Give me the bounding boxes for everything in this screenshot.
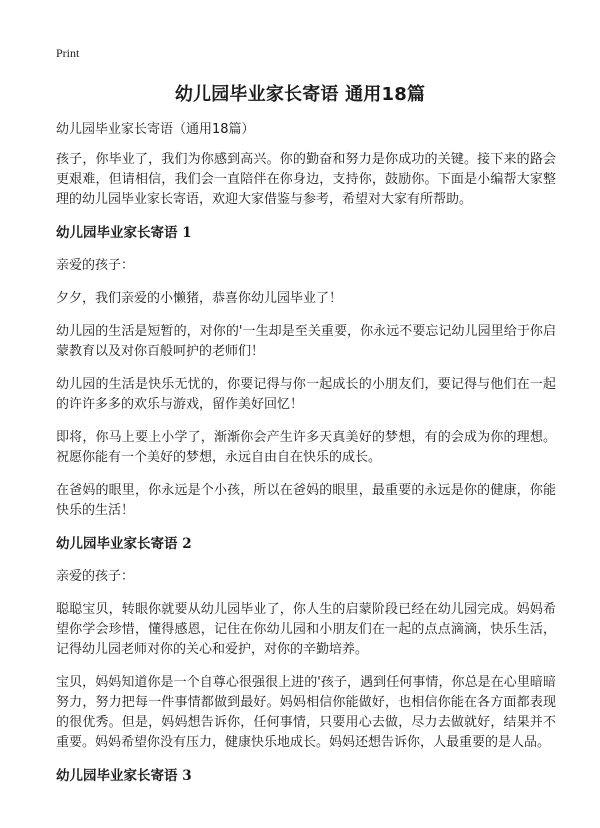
paragraph: 幼儿园的生活是快乐无忧的，你要记得与你一起成长的小朋友们，要记得与他们在一起的许许多多的欢乐与游戏，留作美好回忆！: [56, 377, 556, 412]
section-heading: 幼儿园毕业家长寄语 3: [56, 768, 192, 784]
paragraph: 幼儿园的生活是短暂的，对你的'一生却是至关重要，你永远不要忘记幼儿园里给于你启蒙教育以及对你百般呵护的老师们！: [56, 324, 556, 359]
paragraph: 即将，你马上要上小学了，渐渐你会产生许多天真美好的梦想，有的会成为你的理想。祝愿你能有一个美好的梦想，永远自由自在快乐的成长。: [56, 430, 556, 465]
paragraph: 亲爱的孩子：: [56, 569, 135, 584]
paragraph: 亲爱的孩子：: [56, 258, 135, 273]
section-3: [56, 766, 556, 786]
section-heading: 幼儿园毕业家长寄语 1: [56, 225, 192, 241]
section-heading: 幼儿园毕业家长寄语 2: [56, 536, 192, 552]
print-link[interactable]: Print: [56, 46, 80, 60]
section-1: [56, 223, 556, 521]
intro-paragraph: 孩子，你毕业了，我们为你感到高兴。你的勤奋和努力是你成功的关键。接下来的路会更艰难，但请相信，我们会一直陪伴在你身边，支持你，鼓励你。下面是小编帮大家整理的幼儿园毕业家长寄语，欢迎大家借鉴与参考，希望对大家有所帮助。: [56, 152, 556, 207]
paragraph: 宝贝，妈妈知道你是一个自尊心很强很上进的'孩子，遇到任何事情，你总是在心里暗暗努力，努力把每一件事情都做到最好。妈妈相信你能做好，也相信你能在各方面都表现的很优秀。但是，妈妈想告诉你，任何事情，只要用心去做，尽力去做就好，结果并不重要。妈妈希望你没有压力，健康快乐地成长。妈妈还想告诉你，人最重要的是人品。: [56, 675, 556, 750]
page-title: 幼儿园毕业家长寄语 通用18篇: [174, 84, 426, 105]
section-2: [56, 534, 556, 753]
document-subtitle: 幼儿园毕业家长寄语（通用18篇）: [56, 122, 255, 137]
document-body: [56, 120, 556, 799]
paragraph: 在爸妈的眼里，你永远是个小孩，所以在爸妈的眼里，最重要的永远是你的健康，你能快乐的生活！: [56, 483, 556, 518]
paragraph: 聪聪宝贝，转眼你就要从幼儿园毕业了，你人生的启蒙阶段已经在幼儿园完成。妈妈希望你学会珍惜，懂得感恩，记住在你幼儿园和小朋友们在一起的点点滴滴，快乐生活，记得幼儿园老师对你的关心和爱护，对你的辛勤培养。: [56, 602, 556, 657]
paragraph: 夕夕，我们亲爱的小懒猪，恭喜你幼儿园毕业了！: [56, 291, 343, 306]
